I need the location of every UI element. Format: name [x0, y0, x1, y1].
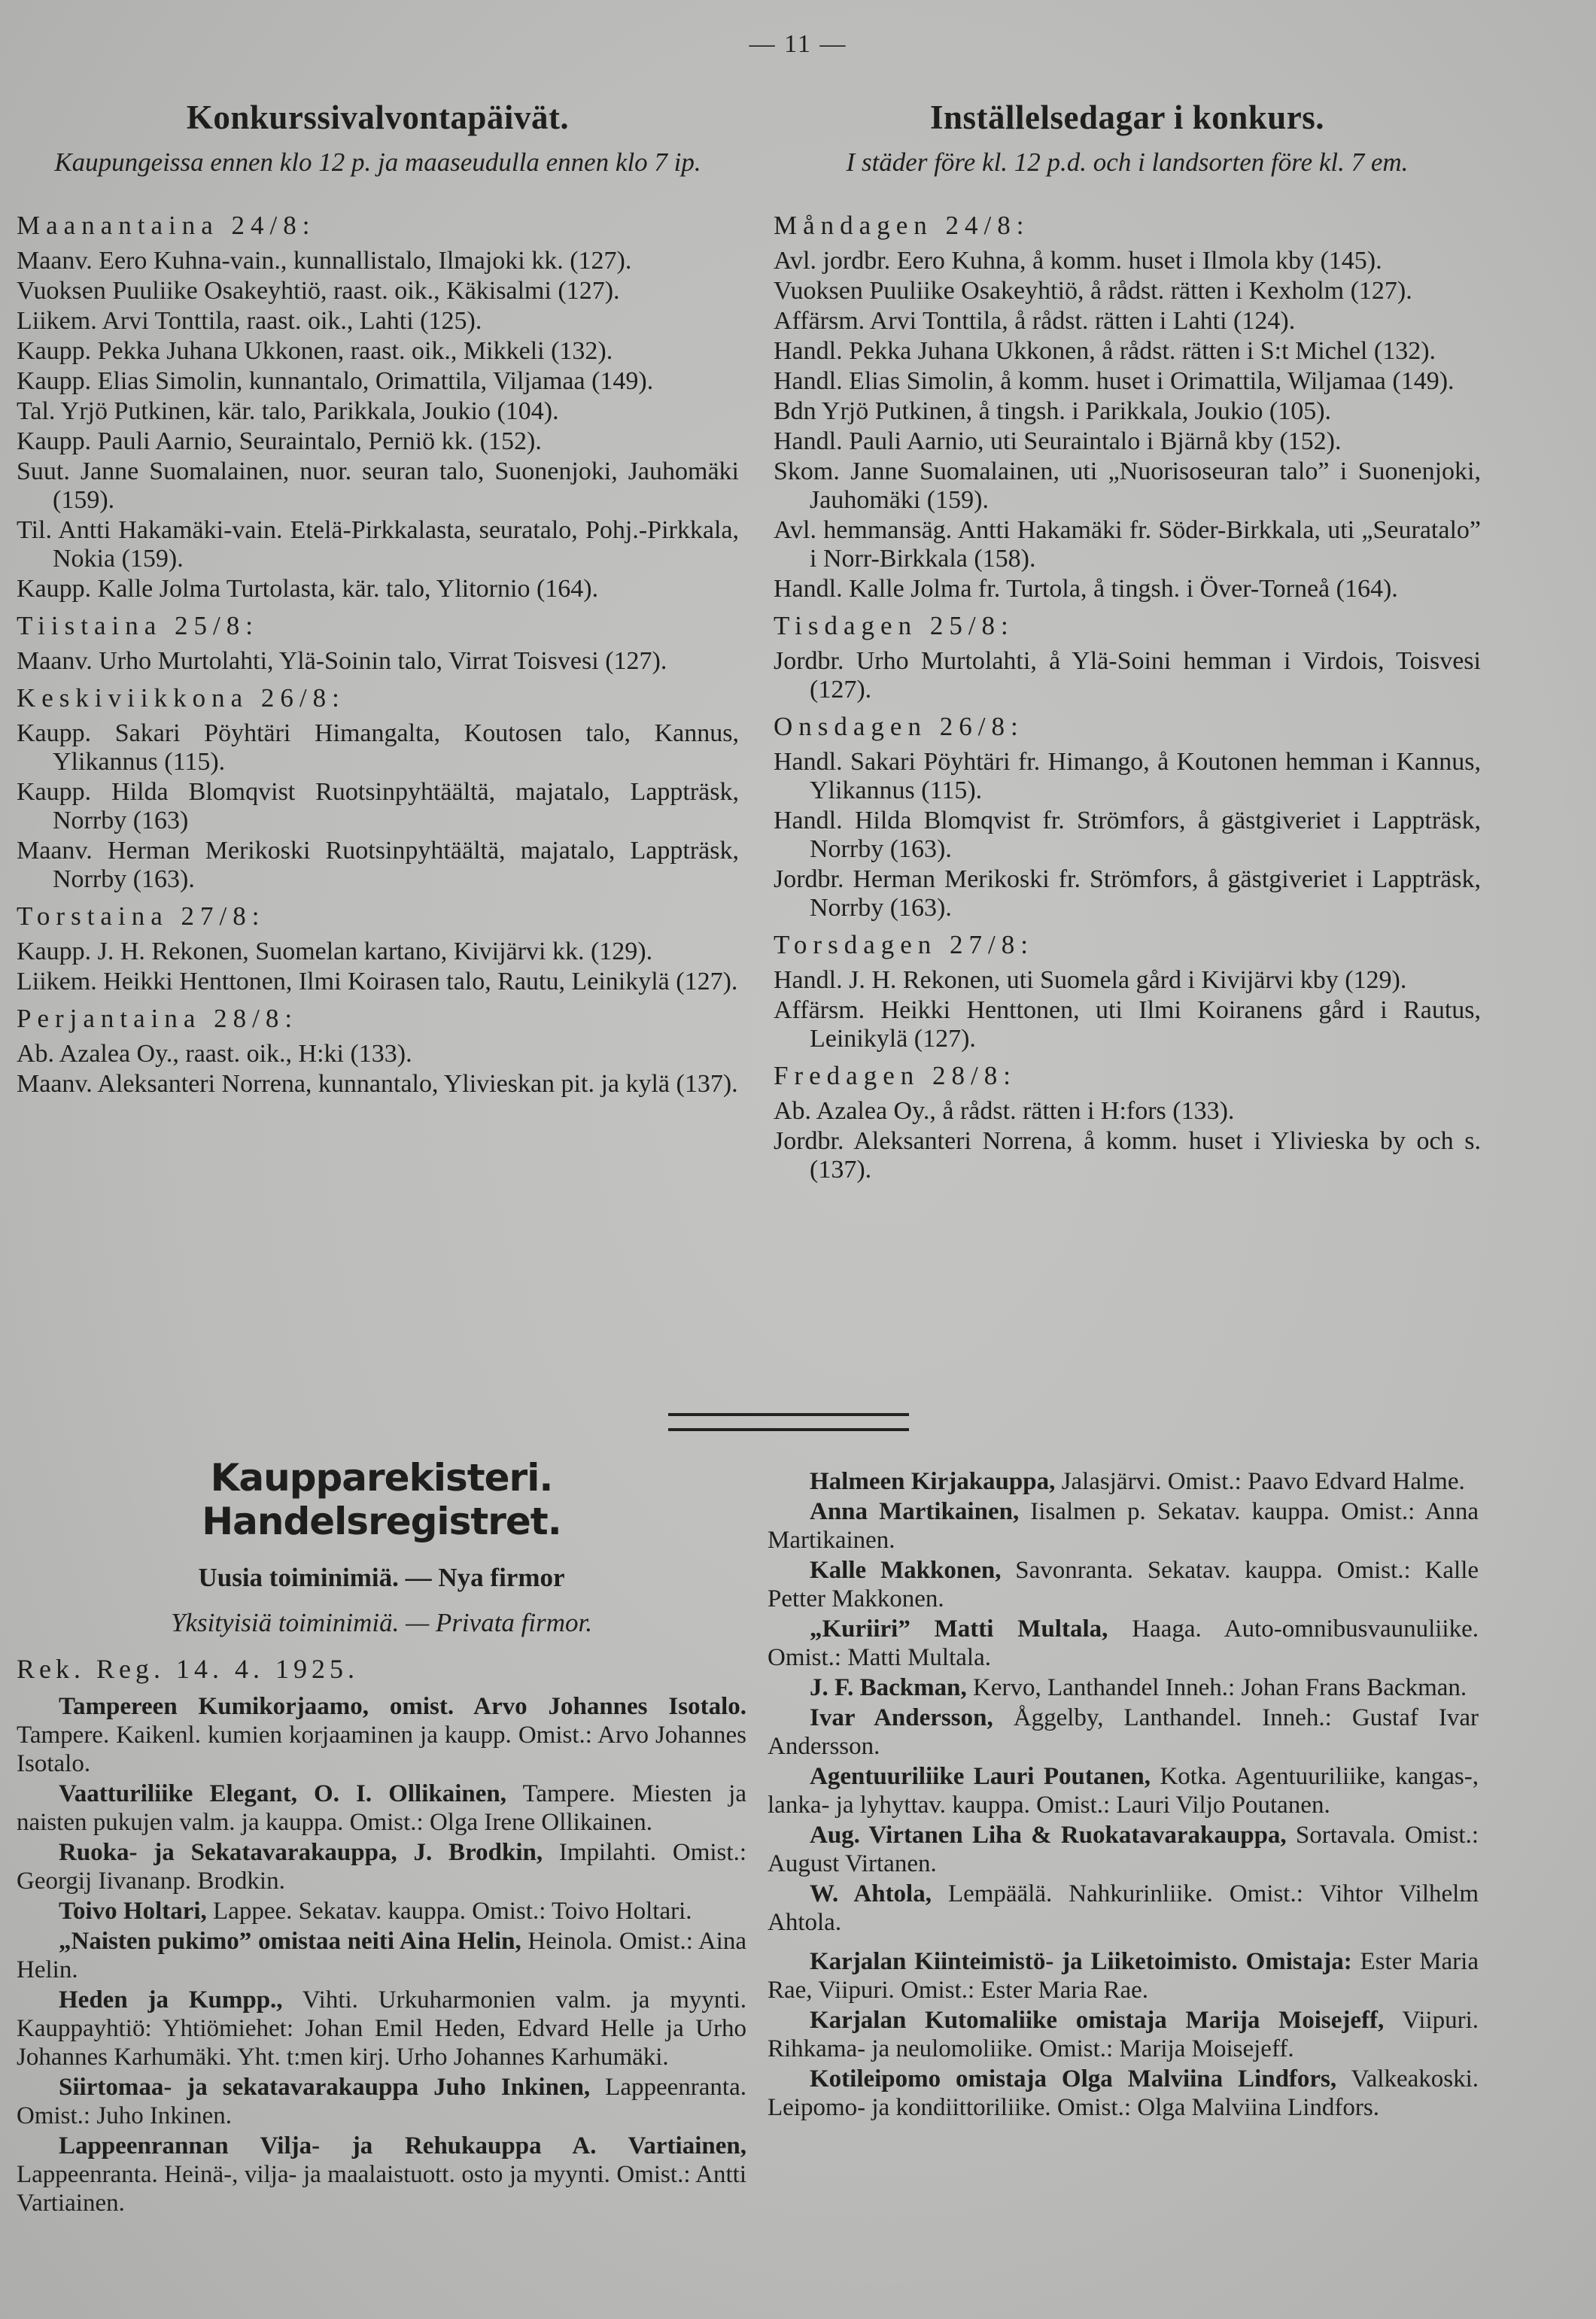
bankruptcy-entry: Affärsm. Heikki Henttonen, uti Ilmi Koiranens gård i Rautus, Leinikylä (127).	[774, 996, 1481, 1053]
new-firms-heading: Uusia toiminimiä. — Nya firmor	[198, 1563, 565, 1592]
day-heading: Måndagen 24/8:	[774, 211, 1030, 240]
firm-details: Kotka. Agentuuriliike, kangas-, lanka- ja lyhyttav. kauppa. Omist.: Lauri Viljo Poutanen.	[768, 1763, 1479, 1819]
firm-name: Lappeenrannan Vilja- ja Rehukauppa A. Vartiainen,	[59, 2132, 746, 2159]
firm-entry	[17, 1838, 746, 1895]
firm-details: Impilahti. Omist.: Georgij Iivananp. Brodkin.	[17, 1839, 746, 1895]
firm-entry	[768, 1467, 1479, 1496]
bankruptcy-entry: Kaupp. Sakari Pöyhtäri Himangalta, Koutosen talo, Kannus, Ylikannus (115).	[17, 719, 739, 776]
bankruptcy-entry: Handl. Hilda Blomqvist fr. Strömfors, å gästgiveriet i Lappträsk, Norrby (163).	[774, 807, 1481, 863]
firm-details: Viipuri. Rihkama- ja neulomoliike. Omist.: Marija Moisejeff.	[768, 2007, 1479, 2062]
firm-name: Ruoka- ja Sekatavarakauppa, J. Brodkin,	[59, 1839, 543, 1866]
firm-name: Halmeen Kirjakauppa,	[810, 1468, 1056, 1495]
title-finnish: Kaupparekisteri.	[210, 1456, 553, 1500]
firm-name: Toivo Holtari,	[59, 1898, 207, 1925]
private-firms-heading: Yksityisiä toiminimiä. — Privata firmor.	[170, 1608, 593, 1637]
bankruptcy-entry: Maanv. Eero Kuhna-vain., kunnallistalo, Ilmajoki kk. (127).	[17, 247, 632, 275]
bankruptcy-entry: Handl. Pekka Juhana Ukkonen, å rådst. rätten i S:t Michel (132).	[774, 337, 1436, 365]
bankruptcy-entry: Handl. J. H. Rekonen, uti Suomela gård i Kivijärvi kby (129).	[774, 966, 1407, 994]
firm-entry	[17, 2073, 746, 2130]
firm-name: Ivar Andersson,	[810, 1704, 993, 1731]
firm-entry	[17, 1986, 746, 2071]
bankruptcy-entry: Bdn Yrjö Putkinen, å tingsh. i Parikkala, Joukio (105).	[774, 397, 1332, 425]
firm-name: Karjalan Kiinteimistö- ja Liiketoimisto. Omistaja:	[810, 1948, 1352, 1975]
bankruptcy-entry: Vuoksen Puuliike Osakeyhtiö, å rådst. rätten i Kexholm (127).	[774, 277, 1412, 305]
bankruptcy-entry: Kaupp. Kalle Jolma Turtolasta, kär. talo, Ylitornio (164).	[17, 575, 599, 603]
firm-details: Jalasjärvi. Omist.: Paavo Edvard Halme.	[1055, 1468, 1465, 1495]
firm-name: Aug. Virtanen Liha & Ruokatavarakauppa,	[810, 1822, 1287, 1849]
firm-name: „Naisten pukimo” omistaa neiti Aina Helin,	[59, 1928, 521, 1955]
firm-entry	[17, 1780, 746, 1837]
bankruptcy-entry: Avl. jordbr. Eero Kuhna, å komm. huset i Ilmola kby (145).	[774, 247, 1382, 275]
firm-details: Ester Maria Rae, Viipuri. Omist.: Ester Maria Rae.	[768, 1948, 1479, 2004]
firm-name: Anna Martikainen,	[810, 1498, 1020, 1525]
firm-entry	[768, 2006, 1479, 2063]
section-subtitle: I städer före kl. 12 p.d. och i landsorten före kl. 7 em.	[846, 147, 1409, 177]
firm-entry	[17, 1927, 746, 1984]
bankruptcy-entry: Tal. Yrjö Putkinen, kär. talo, Parikkala, Joukio (104).	[17, 397, 559, 425]
firm-name: Kotileipomo omistaja Olga Malviina Lindfors,	[810, 2065, 1337, 2093]
registration-date: Rek. Reg. 14. 4. 1925.	[17, 1654, 359, 1684]
firm-entry	[768, 1947, 1479, 2004]
bankruptcy-entry: Maanv. Herman Merikoski Ruotsinpyhtäältä, majatalo, Lappträsk, Norrby (163).	[17, 837, 739, 893]
firm-name: Agentuuriliike Lauri Poutanen,	[810, 1763, 1151, 1790]
day-heading: Keskiviikkona 26/8:	[17, 683, 345, 713]
bankruptcy-entry: Handl. Pauli Aarnio, uti Seuraintalo i Bjärnå kby (152).	[774, 427, 1342, 455]
bankruptcy-entry: Kaupp. Pauli Aarnio, Seuraintalo, Perniö kk. (152).	[17, 427, 542, 455]
firm-entry	[17, 2132, 746, 2217]
bankruptcy-entry: Vuoksen Puuliike Osakeyhtiö, raast. oik., Käkisalmi (127).	[17, 277, 620, 305]
firm-details: Lappee. Sekatav. kauppa. Omist.: Toivo Holtari.	[206, 1898, 692, 1925]
bankruptcy-entry: Kaupp. J. H. Rekonen, Suomelan kartano, Kivijärvi kk. (129).	[17, 938, 653, 965]
day-heading: Tisdagen 25/8:	[774, 611, 1014, 640]
firm-details: Lappeenranta. Omist.: Juho Inkinen.	[17, 2074, 746, 2129]
day-heading: Onsdagen 26/8:	[774, 712, 1024, 741]
section-title: Inställelsedagar i konkurs.	[929, 99, 1325, 136]
firm-details: Lappeenranta. Heinä-, vilja- ja maalaistuott. osto ja myynti. Omist.: Antti Vartiainen.	[17, 2161, 746, 2217]
firm-entry	[768, 1497, 1479, 1555]
firm-entry	[768, 1762, 1479, 1819]
day-heading: Tiistaina 25/8:	[17, 611, 259, 640]
bankruptcy-entry: Til. Antti Hakamäki-vain. Etelä-Pirkkalasta, seuratalo, Pohj.-Pirkkala, Nokia (159).	[17, 516, 739, 573]
firm-name: Tampereen Kumikorjaamo, omist. Arvo Johannes Isotalo.	[59, 1693, 746, 1720]
day-list	[774, 209, 1481, 1184]
firm-details: Heinola. Omist.: Aina Helin.	[17, 1928, 746, 1983]
trade-register-section	[17, 1456, 746, 2219]
firm-entry	[768, 1880, 1479, 1937]
firm-name: „Kuriiri” Matti Multala,	[810, 1615, 1108, 1643]
bankruptcy-entry: Jordbr. Aleksanteri Norrena, å komm. huset i Ylivieska by och s. (137).	[774, 1127, 1481, 1184]
firm-entry	[768, 1821, 1479, 1878]
firm-details: Valkeakoski. Leipomo- ja kondiittoriliike. Omist.: Olga Malviina Lindfors.	[768, 2065, 1479, 2121]
firm-name: Vaatturiliike Elegant, O. I. Ollikainen,	[59, 1780, 507, 1807]
firm-details: Kervo, Lanthandel Inneh.: Johan Frans Backman.	[966, 1674, 1467, 1701]
firm-name: W. Ahtola,	[810, 1880, 932, 1907]
bankruptcy-entry: Maanv. Aleksanteri Norrena, kunnantalo, Ylivieskan pit. ja kylä (137).	[17, 1070, 738, 1098]
page-number: — 11 —	[749, 30, 847, 58]
section-subtitle: Kaupungeissa ennen klo 12 p. ja maaseudulla ennen klo 7 ip.	[54, 147, 701, 177]
firm-details: Lempäälä. Nahkurinliike. Omist.: Vihtor Vilhelm Ahtola.	[768, 1880, 1479, 1936]
bankruptcy-entry: Skom. Janne Suomalainen, uti „Nuorisoseuran talo” i Suonenjoki, Jauhomäki (159).	[774, 457, 1481, 514]
bankruptcy-entry: Jordbr. Urho Murtolahti, å Ylä-Soini hemman i Virdois, Toisvesi (127).	[774, 647, 1481, 704]
trade-register-continued	[768, 1467, 1479, 2123]
firm-entry	[768, 1704, 1479, 1761]
firm-entry	[768, 1615, 1479, 1672]
firm-details: Åggelby, Lanthandel. Inneh.: Gustaf Ivar Andersson.	[768, 1704, 1479, 1760]
day-heading: Torsdagen 27/8:	[774, 930, 1034, 959]
bankruptcy-entry: Affärsm. Arvi Tonttila, å rådst. rätten i Lahti (124).	[774, 307, 1296, 335]
swedish-bankruptcy-section	[774, 98, 1481, 1186]
day-heading: Maanantaina 24/8:	[17, 211, 316, 240]
bankruptcy-entry: Handl. Kalle Jolma fr. Turtola, å tingsh. i Över-Torneå (164).	[774, 575, 1398, 603]
day-heading: Perjantaina 28/8:	[17, 1004, 299, 1033]
firm-entry	[17, 1692, 746, 1778]
firm-name: Siirtomaa- ja sekatavarakauppa Juho Inkinen,	[59, 2074, 591, 2101]
firm-details: Iisalmen p. Sekatav. kauppa. Omist.: Anna Martikainen.	[768, 1498, 1479, 1554]
firm-entry	[768, 1673, 1479, 1702]
firm-entry	[768, 2065, 1479, 2122]
day-list	[17, 209, 739, 1099]
bankruptcy-entry: Handl. Elias Simolin, å komm. huset i Orimattila, Wiljamaa (149).	[774, 367, 1455, 395]
firm-entry	[17, 1897, 746, 1925]
bankruptcy-entry: Maanv. Urho Murtolahti, Ylä-Soinin talo, Virrat Toisvesi (127).	[17, 647, 667, 675]
firm-details: Sortavala. Omist.: August Virtanen.	[768, 1822, 1479, 1877]
title-swedish: Handelsregistret.	[202, 1500, 561, 1543]
bankruptcy-entry: Kaupp. Hilda Blomqvist Ruotsinpyhtäältä, majatalo, Lappträsk, Norrby (163)	[17, 778, 739, 834]
bankruptcy-entry: Ab. Azalea Oy., å rådst. rätten i H:fors (133).	[774, 1097, 1235, 1125]
bankruptcy-entry: Kaupp. Elias Simolin, kunnantalo, Orimattila, Viljamaa (149).	[17, 367, 654, 395]
bankruptcy-entry: Liikem. Arvi Tonttila, raast. oik., Lahti (125).	[17, 307, 482, 335]
firm-details: Tampere. Kaikenl. kumien korjaaminen ja kaupp. Omist.: Arvo Johannes Isotalo.	[17, 1722, 746, 1777]
day-heading: Fredagen 28/8:	[774, 1061, 1017, 1090]
day-heading: Torstaina 27/8:	[17, 901, 266, 931]
bankruptcy-entry: Jordbr. Herman Merikoski fr. Strömfors, å gästgiveriet i Lappträsk, Norrby (163).	[774, 865, 1481, 922]
firm-list-right	[768, 1467, 1479, 2122]
bankruptcy-entry: Suut. Janne Suomalainen, nuor. seuran talo, Suonenjoki, Jauhomäki (159).	[17, 457, 739, 514]
bankruptcy-entry: Kaupp. Pekka Juhana Ukkonen, raast. oik., Mikkeli (132).	[17, 337, 613, 365]
bankruptcy-entry: Liikem. Heikki Henttonen, Ilmi Koirasen talo, Rautu, Leinikylä (127).	[17, 968, 738, 995]
firm-name: J. F. Backman,	[810, 1674, 967, 1701]
finnish-bankruptcy-section	[17, 98, 739, 1100]
firm-name: Heden ja Kumpp.,	[59, 1986, 283, 2014]
firm-details: Vihti. Urkuharmonien valm. ja myynti. Kauppayhtiö: Yhtiömiehet: Johan Emil Heden, Edvard Helle ja Urho Johannes Karhumäki. Yht. t:men kirj. Urho Johannes Karhumäki.	[17, 1986, 747, 2071]
section-title: Konkurssivalvontapäivät.	[186, 99, 570, 136]
trade-register-title	[17, 1456, 746, 1543]
bankruptcy-entry: Handl. Sakari Pöyhtäri fr. Himango, å Koutonen hemman i Kannus, Ylikannus (115).	[774, 748, 1481, 804]
firm-entry	[768, 1556, 1479, 1613]
firm-details: Haaga. Auto-omnibusvaunuliike. Omist.: Matti Multala.	[768, 1615, 1479, 1671]
bankruptcy-entry: Ab. Azalea Oy., raast. oik., H:ki (133).	[17, 1040, 412, 1068]
bankruptcy-entry: Avl. hemmansäg. Antti Hakamäki fr. Söder-Birkkala, uti „Seuratalo” i Norr-Birkkala (158).	[774, 516, 1481, 573]
firm-name: Kalle Makkonen,	[810, 1557, 1002, 1584]
firm-list-left	[17, 1692, 746, 2217]
firm-name: Karjalan Kutomaliike omistaja Marija Moisejeff,	[810, 2007, 1385, 2034]
firm-details: Savonranta. Sekatav. kauppa. Omist.: Kalle Petter Makkonen.	[768, 1557, 1479, 1612]
double-rule-divider	[668, 1413, 909, 1431]
firm-details: Tampere. Miesten ja naisten pukujen valm. ja kauppa. Omist.: Olga Irene Ollikainen.	[17, 1780, 746, 1836]
